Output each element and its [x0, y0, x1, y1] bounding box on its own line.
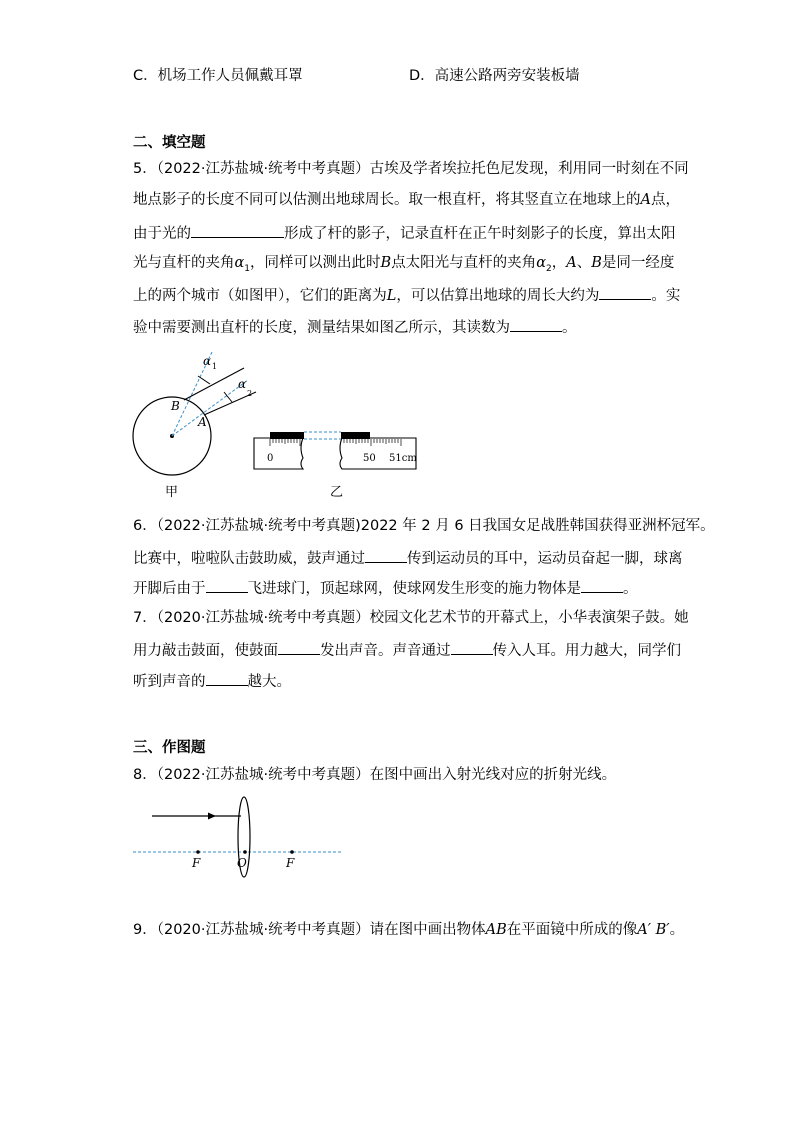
rod-right: [341, 432, 370, 439]
point-a-label: A: [566, 255, 577, 271]
q5-text: ，同样可以测出此时: [250, 255, 381, 271]
focus-point-right: [290, 850, 294, 854]
q6-line-3: [133, 577, 638, 599]
q5-line-2: [133, 190, 680, 210]
q7-line-1: 7．（2020·江苏盐城·统考中考真题）校园文化艺术节的开幕式上，小华表演架子鼓。她: [133, 610, 689, 626]
focus-label-right: F: [286, 856, 295, 870]
q5-text: 是同一经度: [601, 255, 675, 271]
answer-blank-1[interactable]: [191, 222, 284, 238]
section-heading-drawing: 三、作图题: [133, 740, 206, 756]
q6-text: 传到运动员的耳中，运动员奋起一脚，球离: [407, 551, 683, 567]
image-ab-label: A′ B′: [637, 922, 670, 938]
q7-text: 越大。: [247, 674, 291, 690]
answer-blank-5[interactable]: [206, 577, 248, 593]
ray-arrow-icon: [208, 813, 216, 820]
q5-text: 地点影子的长度不同可以估测出地球周长。取一根直杆，将其竖直立在地球上的: [133, 192, 641, 208]
q5-text: 上的两个城市（如图甲），它们的距离为: [133, 288, 387, 304]
q5-text: 光与直杆的夹角: [133, 255, 235, 271]
q5-text: 点，: [650, 192, 680, 208]
caption-yi: 乙: [330, 485, 344, 500]
answer-blank-3[interactable]: [510, 316, 562, 332]
subscript: 2: [545, 263, 552, 274]
q5-text: 点太阳光与直杆的夹角: [391, 255, 537, 271]
optical-center-point: [243, 850, 247, 854]
point-b-figure-label: B: [171, 399, 180, 413]
q5-text: 由于光的: [133, 226, 191, 242]
q7-text: 传入人耳。用力越大，同学们: [492, 643, 681, 659]
angle-arc-1: [198, 376, 210, 384]
q7-line-2: [133, 639, 681, 661]
alpha2-subscript: 2: [247, 389, 253, 398]
answer-blank-8[interactable]: [451, 639, 493, 655]
alpha1-label: α: [203, 354, 212, 368]
q5-line-5: [133, 284, 680, 306]
ruler-label-51cm: 51cm: [389, 453, 417, 464]
q7-text: 听到声音的: [133, 674, 206, 690]
ruler-left-piece: [254, 438, 303, 469]
answer-blank-9[interactable]: [206, 670, 248, 686]
q5-line-3: [133, 222, 676, 244]
answer-blank-7[interactable]: [278, 639, 320, 655]
ruler-label-50: 50: [363, 453, 376, 464]
q5-text: ，可以估算出地球的周长大约为: [396, 288, 600, 304]
point-b-label: B: [380, 255, 392, 271]
distance-l-label: L: [386, 288, 397, 304]
q9-text: 。: [669, 922, 685, 938]
q5-text: 验中需要测出直杆的长度，测量结果如图乙所示，其读数为: [133, 320, 510, 336]
rod-left: [270, 432, 304, 439]
q5-text: 、: [576, 255, 592, 271]
q7-line-3: [133, 670, 291, 692]
ruler-figure: [254, 432, 417, 500]
q6-text: 飞进球门，顶起球网，使球网发生形变的施力物体是: [247, 581, 581, 597]
focus-point-left: [196, 850, 200, 854]
answer-blank-2[interactable]: [599, 284, 651, 300]
answer-blank-6[interactable]: [581, 577, 623, 593]
ruler-label-0: 0: [267, 453, 274, 464]
q5-line-1: 5．（2022·江苏盐城·统考中考真题）古埃及学者埃拉托色尼发现，利用同一时刻在不同: [133, 161, 689, 177]
alpha2-label: α: [238, 377, 247, 391]
q6-text: 。: [623, 581, 638, 597]
alpha-symbol: α: [234, 255, 245, 271]
q6-line-2: [133, 547, 683, 569]
q5-text: ，: [551, 255, 567, 271]
answer-blank-4[interactable]: [365, 547, 407, 563]
q5-text: 。实: [651, 288, 681, 304]
q7-text: 用力敲击鼓面，使鼓面: [133, 643, 278, 659]
point-a-label: A: [640, 192, 651, 208]
subscript: 1: [244, 263, 251, 274]
q7-text: 发出声音。声音通过: [320, 643, 451, 659]
q6-text: 开脚后由于: [133, 581, 206, 597]
q8-line-1: 8．（2022·江苏盐城·统考中考真题）在图中画出入射光线对应的折射光线。: [133, 767, 617, 783]
q9-line-1: [133, 920, 684, 940]
caption-jia: 甲: [165, 485, 179, 500]
point-b-label: B: [591, 255, 602, 271]
figure-earth-and-ruler: [120, 340, 440, 505]
object-ab-label: AB: [485, 922, 507, 938]
option-d: D．高速公路两旁安装板墙: [409, 68, 580, 84]
sun-ray-1: [184, 368, 247, 400]
focus-label-left: F: [192, 856, 201, 870]
center-label-o: O: [237, 856, 247, 870]
section-heading-fill-in: 二、填空题: [133, 135, 206, 151]
q5-line-6: [133, 316, 577, 338]
q5-line-4: [133, 253, 674, 279]
q9-text: 在平面镜中所成的像: [506, 922, 638, 938]
alpha-symbol: α: [536, 255, 546, 271]
alpha1-subscript: 1: [212, 362, 218, 371]
ruler-ticks-left: [270, 439, 300, 446]
q9-text: 9．（2020·江苏盐城·统考中考真题）请在图中画出物体: [133, 922, 486, 938]
figure-convex-lens: [130, 795, 350, 880]
option-c: C．机场工作人员佩戴耳罩: [133, 68, 303, 84]
ruler-ticks-right: [344, 439, 401, 446]
q5-text: 形成了杆的影子，记录直杆在正午时刻影子的长度，算出太阳: [284, 226, 676, 242]
q6-text: 比赛中，啦啦队击鼓助威，鼓声通过: [133, 551, 365, 567]
q6-line-1: 6．（2022·江苏盐城·统考中考真题)2022 年 2 月 6 日我国女足战胜韩国获得亚洲杯冠军。: [133, 518, 715, 534]
q5-text: 。: [562, 320, 577, 336]
point-a-figure-label: A: [198, 415, 207, 429]
